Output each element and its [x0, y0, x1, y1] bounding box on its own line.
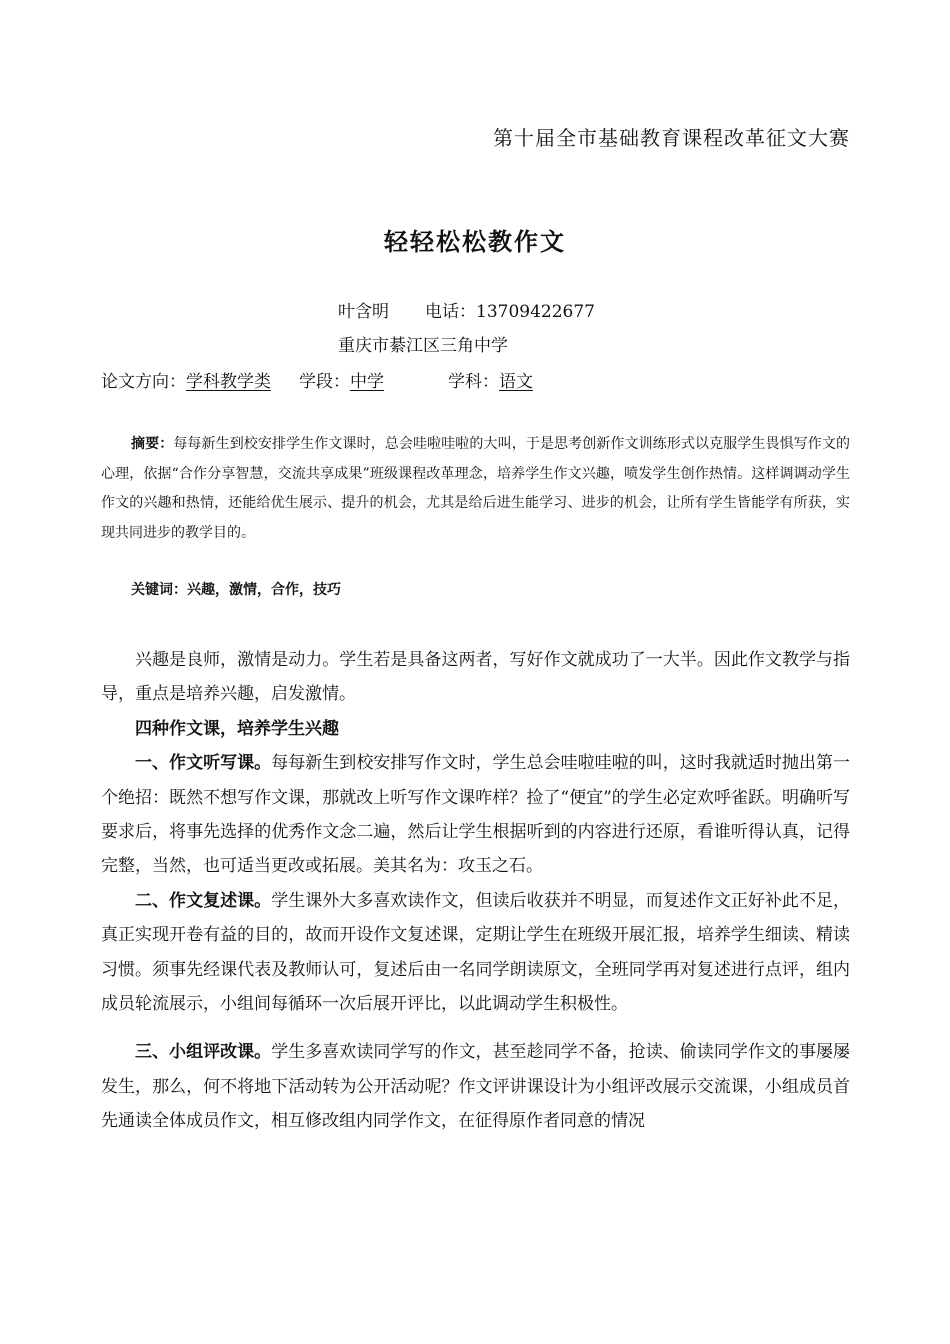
contest-header: 第十届全市基础教育课程改革征文大赛 [493, 126, 850, 150]
body-paragraph [101, 746, 850, 884]
author-line [338, 297, 595, 322]
abstract [101, 430, 850, 548]
direction-label: 论文方向： [101, 372, 186, 392]
paragraph-text: 学生多喜欢读同学写的作文，甚至趁同学不备，抢读、偷读同学作文的事屡屡发生，那么，何不将地下活动转为公开活动呢？作文评讲课设计为小组评改展示交流课，小组成员首先通读全体成员作文，相互修改组内同学作文，在征得原作者同意的情况 [101, 1042, 851, 1132]
paragraph-text: 学生课外大多喜欢读作文，但读后收获并不明显，而复述作文正好补此不足，真正实现开卷有益的目的，故而开设作文复述课，定期让学生在班级开展汇报，培养学生细读、精读习惯。须事先经课代表及教师认可，复述后由一名同学朗读原文，全班同学再对复述进行点评，组内成员轮流展示，小组间每循环一次后展开评比，以此调动学生积极性。 [101, 890, 851, 1015]
paper-body [101, 643, 850, 1139]
paragraph-text: 每每新生到校安排写作文时，学生总会哇啦哇啦的叫，这时我就适时抛出第一个绝招：既然不想写作文课，那就改上听写作文课咋样？捡了“便宜”的学生必定欢呼雀跃。明确听写要求后，将事先选择的优秀作文念二遍，然后让学生根据听到的内容进行还原，看谁听得认真，记得完整，当然，也可适当更改或拓展。美其名为：攻玉之石。 [101, 753, 851, 877]
stage-label: 学段： [299, 372, 350, 392]
body-paragraph [101, 884, 850, 1022]
subject-value: 语文 [499, 372, 533, 392]
author-school: 重庆市綦江区三角中学 [338, 336, 508, 356]
intro-paragraph: 兴趣是良师，激情是动力。学生若是具备这两者，写好作文就成功了一大半。因此作文教学与指导，重点是培养兴趣，启发激情。 [101, 650, 850, 705]
body-paragraph [101, 1035, 850, 1138]
stage-value: 中学 [350, 372, 384, 392]
keywords: 关键词：兴趣，激情，合作，技巧 [131, 582, 341, 598]
paragraph-lead: 三、小组评改课。 [135, 1042, 272, 1063]
author-phone: 电话：13709422677 [425, 302, 595, 322]
section-heading: 四种作文课，培养学生兴趣 [135, 718, 339, 739]
paper-meta [101, 367, 533, 392]
paragraph-lead: 一、作文听写课。 [135, 753, 272, 774]
paper-title: 轻轻松松教作文 [384, 228, 566, 256]
paragraph-lead: 二、作文复述课。 [135, 890, 272, 911]
abstract-label: 摘要： [131, 436, 174, 452]
abstract-text: 每每新生到校安排学生作文课时，总会哇啦哇啦的大叫，于是思考创新作文训练形式以克服学生畏惧写作文的心理，依据“合作分享智慧，交流共享成果”班级课程改革理念，培养学生作文兴趣，喷发学生创作热情。这样调调动学生作文的兴趣和热情，还能给优生展示、提升的机会，尤其是给后进生能学习、进步的机会，让所有学生皆能学有所获，实现共同进步的教学目的。 [101, 436, 851, 541]
subject-label: 学科： [448, 372, 499, 392]
direction-value: 学科教学类 [186, 372, 271, 392]
author-name: 叶含明 [338, 302, 389, 322]
